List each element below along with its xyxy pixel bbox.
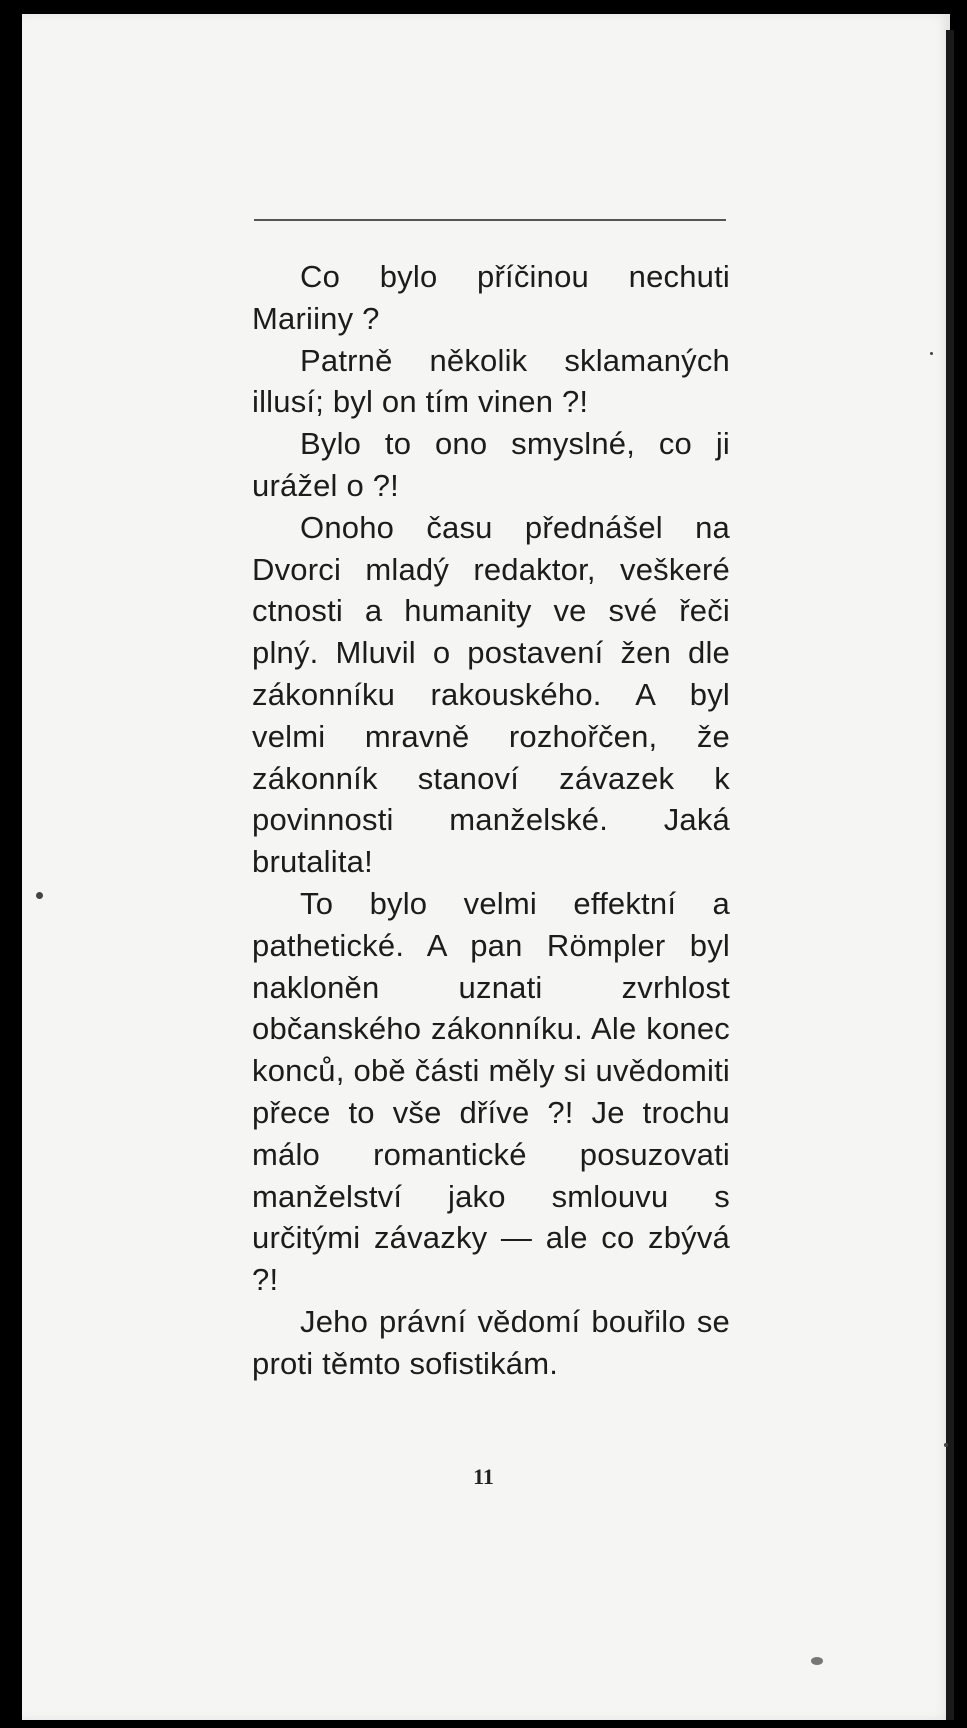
paragraph: Bylo to ono smyslné, co ji urážel o ?! [252,426,730,503]
ink-speck [811,1657,823,1665]
ink-speck [944,1443,948,1447]
page-number: 11 [473,1464,494,1489]
paragraph: Patrně několik sklamaných illusí; byl on tím vinen ?! [252,342,730,420]
paragraph: To bylo velmi effektní a pathetické. A pan Römpler byl nakloněn uznati zvrhlost občanského zákonníku. Ale konec konců, obě části měly si uvědomiti přece to vše dříve ?! Je trochu málo romantické posuzovati manželství jako smlouvu s určitými závazky — ale co zbývá ?! [252,885,730,1298]
page-text [252,256,730,1385]
paragraph: Onoho času přednášel na Dvorci mladý redaktor, veškeré ctnosti a humanity ve své řeči plný. Mluvil o postavení žen dle zákonníku rakouského. A byl velmi mravně rozhořčen, že zákonník stanoví závazek k povinnosti manželské. Jaká brutalita! [252,509,730,880]
ink-speck [930,352,933,355]
paragraph: Jeho právní vědomí bouřilo se proti těmto sofistikám. [252,1303,730,1381]
paragraph: Co bylo příčinou nechuti Mariiny ? [252,259,730,336]
ink-speck [36,892,43,899]
header-rule [254,219,726,221]
